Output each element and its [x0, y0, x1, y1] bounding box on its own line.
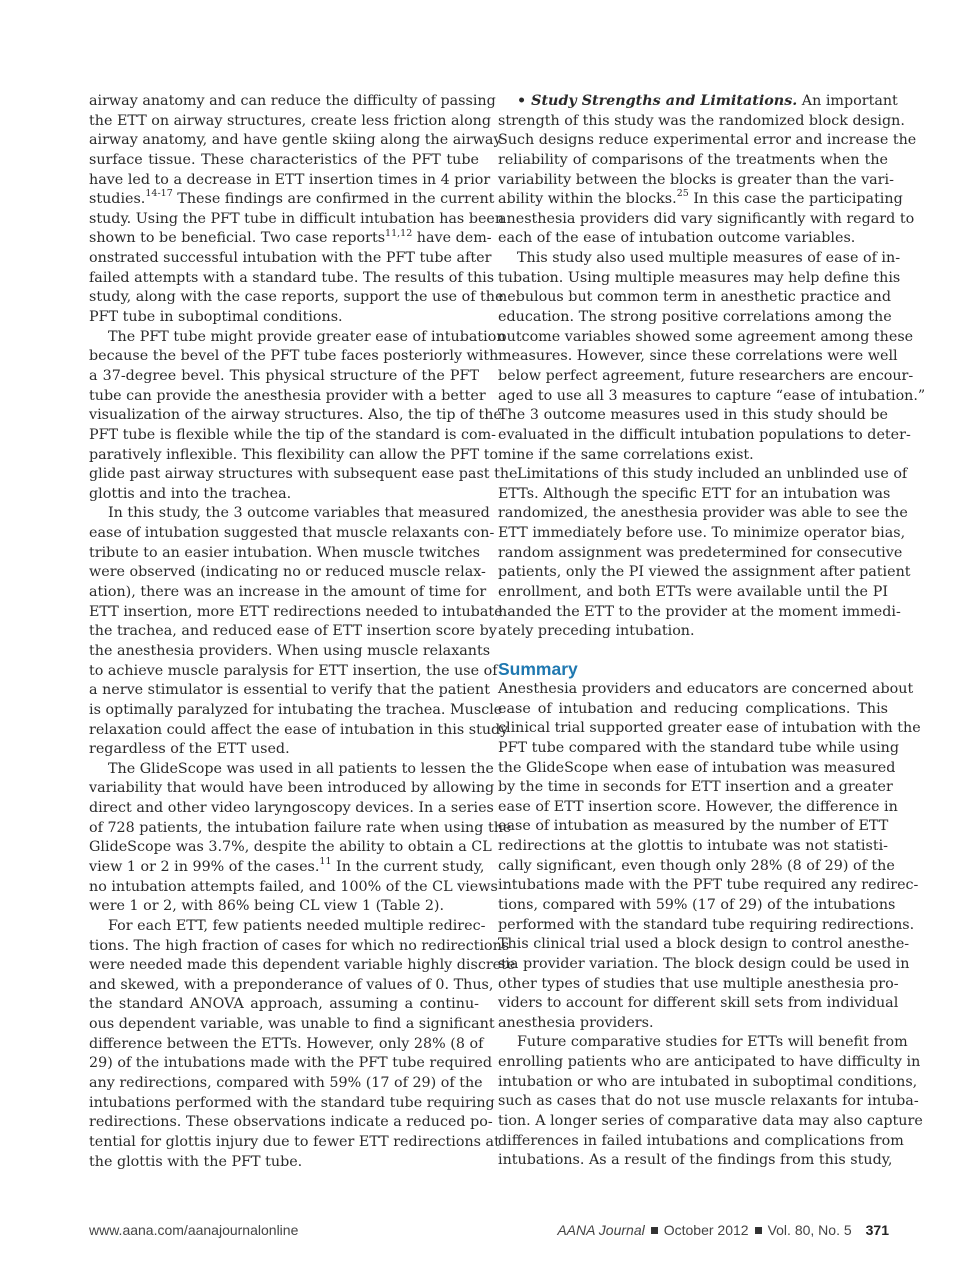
- text-line: [498, 328, 914, 348]
- section-lead: • Study Strengths and Limitations.: [517, 93, 798, 109]
- text-line: [498, 210, 915, 230]
- text-line: [89, 188, 495, 210]
- text-line: [89, 131, 502, 151]
- line-text: enrollment, and both ETTs were available until the PI: [498, 584, 888, 601]
- line-text: tions, compared with 59% (17 of 29) of the intubations: [498, 896, 896, 913]
- text-line: [498, 367, 914, 387]
- line-text: random assignment was predetermined for consecutive: [498, 544, 903, 561]
- line-text: ease of ETT insertion score. However, the difference in: [498, 798, 898, 815]
- text-line: [89, 485, 479, 505]
- line-text: viders to account for different skill sets from individual: [498, 995, 899, 1012]
- text-line: [89, 112, 492, 132]
- line-text: intubations made with the PFT tube required any redirec-: [498, 877, 919, 894]
- text-line: [498, 249, 901, 269]
- line-text: sia provider variation. The block design could be used in: [498, 955, 910, 972]
- summary-section: [498, 680, 923, 1171]
- text-line: [498, 151, 888, 171]
- text-line: [498, 622, 888, 642]
- line-text: shown to be beneficial. Two case reports: [89, 230, 386, 247]
- text-line: [89, 1113, 493, 1133]
- text-line: [89, 308, 479, 328]
- page-number: 371: [865, 1222, 889, 1238]
- line-text: study, along with the case reports, support the use of the: [89, 289, 504, 306]
- text-line: [89, 1054, 493, 1074]
- journal-name: AANA Journal: [557, 1222, 645, 1238]
- line-text: visualization of the airway structures. Also, the tip of the: [89, 407, 502, 424]
- line-text: of 728 patients, the intubation failure rate when using the: [89, 819, 512, 836]
- text-line: [89, 856, 485, 878]
- line-text: other types of studies that use multiple anesthesia pro-: [498, 975, 899, 992]
- text-line: [498, 465, 908, 485]
- text-line: [498, 1014, 888, 1034]
- text-line: [498, 876, 919, 896]
- line-text: were needed made this dependent variable highly discrete: [89, 957, 516, 974]
- line-text: because the bevel of the PFT tube faces posteriorly with: [89, 348, 499, 365]
- line-text: such as cases that do not use muscle relaxants for intuba-: [498, 1093, 919, 1110]
- line-text: PFT tube in suboptimal conditions.: [89, 309, 343, 326]
- line-text: This clinical trial used a block design to control anesthe-: [498, 936, 910, 953]
- line-text: glide past airway structures with subsequent ease past the: [89, 466, 518, 483]
- text-line: [498, 387, 926, 407]
- line-text: ation), there was an increase in the amount of time for: [89, 584, 487, 601]
- line-text: evaluated in the difficult intubation populations to deter-: [498, 426, 911, 443]
- text-line: [498, 759, 896, 779]
- text-line: [498, 269, 901, 289]
- line-text: the glottis with the PFT tube.: [89, 1153, 303, 1170]
- line-text: For each ETT, few patients needed multiple redirec-: [108, 917, 486, 934]
- line-text: reliability of comparisons of the treatments when the: [498, 151, 888, 168]
- text-line: [89, 976, 494, 996]
- text-line: [89, 937, 510, 957]
- text-line: [89, 1035, 484, 1055]
- line-text: nebulous but common term in anesthetic practice and: [498, 289, 892, 306]
- line-text: any redirections, compared with 59% (17 of 29) of the: [89, 1075, 483, 1092]
- line-text: ETT insertion, more ETT redirections needed to intubate: [89, 603, 503, 620]
- line-text: variability between the blocks is greater than the vari-: [498, 171, 894, 188]
- text-line: [89, 1153, 479, 1173]
- text-line: [89, 328, 506, 348]
- line-text: anesthesia providers.: [498, 1014, 654, 1031]
- text-line: [89, 563, 486, 583]
- text-line: [89, 92, 496, 112]
- line-text: airway anatomy and can reduce the difficulty of passing: [89, 93, 496, 109]
- line-text: mine if the same correlations exist.: [498, 446, 754, 463]
- line-text: tribute to an easier intubation. When muscle twitches: [89, 544, 480, 561]
- line-text: In this study, the 3 outcome variables that measured: [108, 505, 490, 522]
- line-text: glottis and into the trachea.: [89, 485, 292, 502]
- text-line: [89, 956, 516, 976]
- text-line: [498, 446, 888, 466]
- line-text: The PFT tube might provide greater ease of intubation: [108, 328, 506, 345]
- text-line: [498, 504, 908, 524]
- text-line: [89, 995, 479, 1015]
- line-text: An important: [797, 93, 898, 109]
- text-line: [89, 897, 479, 917]
- line-text: surface tissue. These characteristics of the PFT tube: [89, 151, 479, 168]
- line-text: were 1 or 2, with 86% being CL view 1 (Table 2).: [89, 898, 445, 915]
- line-text: tion. A longer series of comparative data may also capture: [498, 1113, 923, 1130]
- text-line: [498, 817, 888, 837]
- line-text: This study also used multiple measures of ease of in-: [517, 250, 901, 267]
- right-column: [498, 92, 926, 1171]
- text-line: [89, 760, 494, 780]
- line-text: difference between the ETTs. However, only 28% (8 of: [89, 1035, 484, 1052]
- line-text: PFT tube is flexible while the tip of the standard is com-: [89, 426, 496, 443]
- line-text: variability that would have been introduced by allowing: [89, 780, 495, 797]
- text-line: [498, 1132, 904, 1152]
- line-text: paratively inflexible. This flexibility can allow the PFT to: [89, 446, 499, 463]
- text-line: [89, 504, 490, 524]
- text-line: [498, 739, 900, 759]
- citation-superscript: 11,12: [385, 227, 413, 239]
- text-line: [89, 210, 505, 230]
- text-line: [89, 721, 509, 741]
- text-line: [89, 701, 503, 721]
- line-text: Anesthesia providers and educators are concerned about: [498, 680, 914, 697]
- line-text: the anesthesia providers. When using muscle relaxants: [89, 642, 491, 659]
- text-line: [498, 1092, 919, 1112]
- line-text: to achieve muscle paralysis for ETT insertion, the use of: [89, 662, 498, 679]
- text-line: [498, 288, 892, 308]
- text-line: [498, 544, 903, 564]
- text-line: [498, 563, 911, 583]
- text-line: [89, 269, 495, 289]
- text-line: [498, 798, 898, 818]
- line-text: tential for glottis injury due to fewer ETT redirections at: [89, 1133, 500, 1150]
- line-text: relaxation could affect the ease of intubation in this study: [89, 721, 509, 738]
- citation-superscript: 11: [319, 856, 332, 868]
- text-line: [89, 227, 492, 249]
- line-text: tions. The high fraction of cases for which no redirections: [89, 937, 510, 954]
- line-text: patients, only the PI viewed the assignment after patient: [498, 564, 911, 581]
- text-line: [498, 603, 901, 623]
- line-text: outcome variables showed some agreement among these: [498, 328, 914, 345]
- journal-url: www.aana.com/aanajournalonline: [89, 1222, 299, 1238]
- line-text: ease of intubation suggested that muscle relaxants con-: [89, 525, 495, 542]
- line-text: have led to a decrease in ETT insertion times in 4 prior: [89, 171, 491, 188]
- line-text: ous dependent variable, was unable to find a significant: [89, 1016, 495, 1033]
- text-line: [498, 680, 914, 700]
- line-text: a 37-degree bevel. This physical structure of the PFT: [89, 367, 479, 384]
- text-line: [89, 426, 496, 446]
- text-line: [498, 837, 888, 857]
- text-line: [498, 524, 906, 544]
- line-text: regardless of the ETT used.: [89, 741, 290, 758]
- text-line: [498, 406, 888, 426]
- text-line: [89, 406, 502, 426]
- text-line: [498, 229, 888, 249]
- line-text-continued: In this case the participating: [688, 191, 903, 208]
- line-text: cally significant, even though only 28% (8 of 29) of the: [498, 857, 895, 874]
- line-text: enrolling patients who are anticipated to have difficulty in: [498, 1054, 921, 1071]
- text-line: [498, 719, 921, 739]
- separator-square-icon: [651, 1227, 658, 1234]
- text-line: [89, 151, 479, 171]
- text-line: [498, 131, 917, 151]
- footer-citation: [557, 1222, 889, 1238]
- line-text: each of the ease of intubation outcome variables.: [498, 230, 856, 247]
- text-line: [89, 1133, 500, 1153]
- line-text: the GlideScope when ease of intubation was measured: [498, 759, 896, 776]
- line-text-continued: have dem-: [412, 230, 492, 247]
- line-text: the ETT on airway structures, create less friction along: [89, 112, 492, 129]
- text-line: [498, 778, 893, 798]
- line-text: handed the ETT to the provider at the moment immedi-: [498, 603, 901, 620]
- line-text: ETT immediately before use. To minimize operator bias,: [498, 525, 906, 542]
- text-line: [89, 465, 518, 485]
- text-line: [89, 1015, 495, 1035]
- issue-date: October 2012: [663, 1222, 749, 1238]
- line-text: ately preceding intubation.: [498, 623, 695, 640]
- text-line: [498, 92, 898, 112]
- summary-heading: Summary: [498, 658, 578, 679]
- line-text: measures. However, since these correlations were well: [498, 348, 898, 365]
- line-text: were observed (indicating no or reduced muscle relax-: [89, 564, 486, 581]
- text-line: [89, 740, 479, 760]
- line-text: and skewed, with a preponderance of values of 0. Thus,: [89, 976, 494, 993]
- text-line: [498, 700, 888, 720]
- line-text: Limitations of this study included an unblinded use of: [517, 466, 908, 483]
- line-text: view 1 or 2 in 99% of the cases.: [89, 858, 320, 875]
- line-text-continued: These findings are confirmed in the current: [172, 191, 495, 208]
- text-line: [89, 779, 495, 799]
- text-line: [89, 917, 486, 937]
- line-text: no intubation attempts failed, and 100% of the CL views: [89, 878, 498, 895]
- text-line: [89, 642, 491, 662]
- text-line: [498, 485, 891, 505]
- line-text: airway anatomy, and have gentle skiing along the airway: [89, 132, 502, 149]
- line-text: the trachea, and reduced ease of ETT insertion score by: [89, 623, 497, 640]
- text-line: [89, 387, 486, 407]
- line-text: performed with the standard tube requiring redirections.: [498, 916, 915, 933]
- text-line: [498, 112, 905, 132]
- text-line: [89, 347, 499, 367]
- line-text: 29) of the intubations made with the PFT tube required: [89, 1055, 493, 1072]
- strengths-limitations-section: [498, 92, 926, 642]
- text-line: [89, 583, 487, 603]
- text-line: [89, 799, 494, 819]
- text-line: [498, 975, 899, 995]
- text-line: [498, 896, 896, 916]
- line-text: ease of intubation as measured by the number of ETT: [498, 818, 889, 835]
- line-text: intubations. As a result of the findings from this study,: [498, 1152, 893, 1169]
- separator-square-icon: [755, 1227, 762, 1234]
- text-line: [89, 681, 491, 701]
- line-text: Such designs reduce experimental error and increase the: [498, 132, 917, 149]
- line-text: ease of intubation and reducing complications. This: [498, 700, 888, 717]
- line-text: education. The strong positive correlations among the: [498, 309, 892, 326]
- line-text: intubation or who are intubated in suboptimal conditions,: [498, 1073, 918, 1090]
- line-text: is optimally paralyzed for intubating the trachea. Muscle: [89, 701, 503, 718]
- line-text: The GlideScope was used in all patients to lessen the: [108, 760, 494, 777]
- line-text: intubations performed with the standard tube requiring: [89, 1094, 495, 1111]
- text-line: [89, 603, 503, 623]
- line-text: onstrated successful intubation with the PFT tube after: [89, 250, 492, 267]
- text-line: [498, 1053, 921, 1073]
- text-line: [89, 446, 499, 466]
- line-text: randomized, the anesthesia provider was able to see the: [498, 505, 908, 522]
- text-line: [89, 1074, 483, 1094]
- citation-superscript: 14-17: [145, 188, 173, 200]
- line-text: direct and other video laryngoscopy devices. In a series: [89, 800, 494, 817]
- text-line: [498, 583, 888, 603]
- line-text: by the time in seconds for ETT insertion and a greater: [498, 779, 893, 796]
- text-line: [498, 1073, 918, 1093]
- text-line: [89, 1094, 495, 1114]
- line-text: study. Using the PFT tube in difficult intubation has been: [89, 210, 505, 227]
- line-text: aged to use all 3 measures to capture “ease of intubation.”: [498, 387, 926, 404]
- line-text: differences in failed intubations and complications from: [498, 1132, 904, 1149]
- text-line: [498, 955, 910, 975]
- text-line: [498, 347, 898, 367]
- line-text: failed attempts with a standard tube. The results of this: [89, 269, 495, 286]
- text-line: [89, 622, 497, 642]
- text-line: [498, 935, 910, 955]
- text-line: [89, 249, 492, 269]
- text-line: [89, 838, 492, 858]
- text-line: [89, 544, 479, 564]
- line-text: redirections. These observations indicate a reduced po-: [89, 1114, 493, 1131]
- text-line: [89, 662, 498, 682]
- line-text: redirections at the glottis to intubate was not statisti-: [498, 838, 888, 855]
- line-text: studies.: [89, 191, 146, 208]
- text-line: [498, 188, 903, 210]
- citation-superscript: 25: [676, 188, 689, 200]
- line-text: PFT tube compared with the standard tube while using: [498, 739, 900, 756]
- line-text: GlideScope was 3.7%, despite the ability to obtain a CL: [89, 839, 492, 856]
- text-line: [498, 308, 892, 328]
- text-line: [89, 524, 495, 544]
- text-line: [498, 994, 899, 1014]
- line-text: the standard ANOVA approach, assuming a continu-: [89, 996, 479, 1013]
- line-text: Future comparative studies for ETTs will benefit from: [517, 1034, 908, 1051]
- text-line: [498, 1033, 908, 1053]
- line-text: tube can provide the anesthesia provider with a better: [89, 387, 486, 404]
- text-line: [498, 857, 895, 877]
- line-text: ETTs. Although the specific ETT for an intubation was: [498, 485, 891, 502]
- text-line: [498, 171, 894, 191]
- text-line: [498, 916, 915, 936]
- text-line: [89, 878, 498, 898]
- text-line: [498, 426, 911, 446]
- volume-issue: Vol. 80, No. 5: [767, 1222, 852, 1238]
- text-line: [89, 288, 504, 308]
- line-text: ability within the blocks.: [498, 191, 677, 208]
- line-text-continued: In the current study,: [331, 858, 485, 875]
- line-text: The 3 outcome measures used in this study should be: [498, 407, 888, 424]
- line-text: tubation. Using multiple measures may help define this: [498, 269, 901, 286]
- text-line: [498, 1151, 893, 1171]
- line-text: strength of this study was the randomized block design.: [498, 112, 905, 129]
- line-text: anesthesia providers did vary significantly with regard to: [498, 210, 915, 227]
- page-footer: [89, 1222, 889, 1242]
- line-text: below perfect agreement, future researchers are encour-: [498, 367, 914, 384]
- text-line: [498, 1112, 923, 1132]
- left-column: [89, 92, 518, 1172]
- line-text: clinical trial supported greater ease of intubation with the: [498, 720, 921, 737]
- text-line: [89, 367, 479, 387]
- line-text: a nerve stimulator is essential to verify that the patient: [89, 682, 491, 699]
- text-line: [89, 819, 512, 839]
